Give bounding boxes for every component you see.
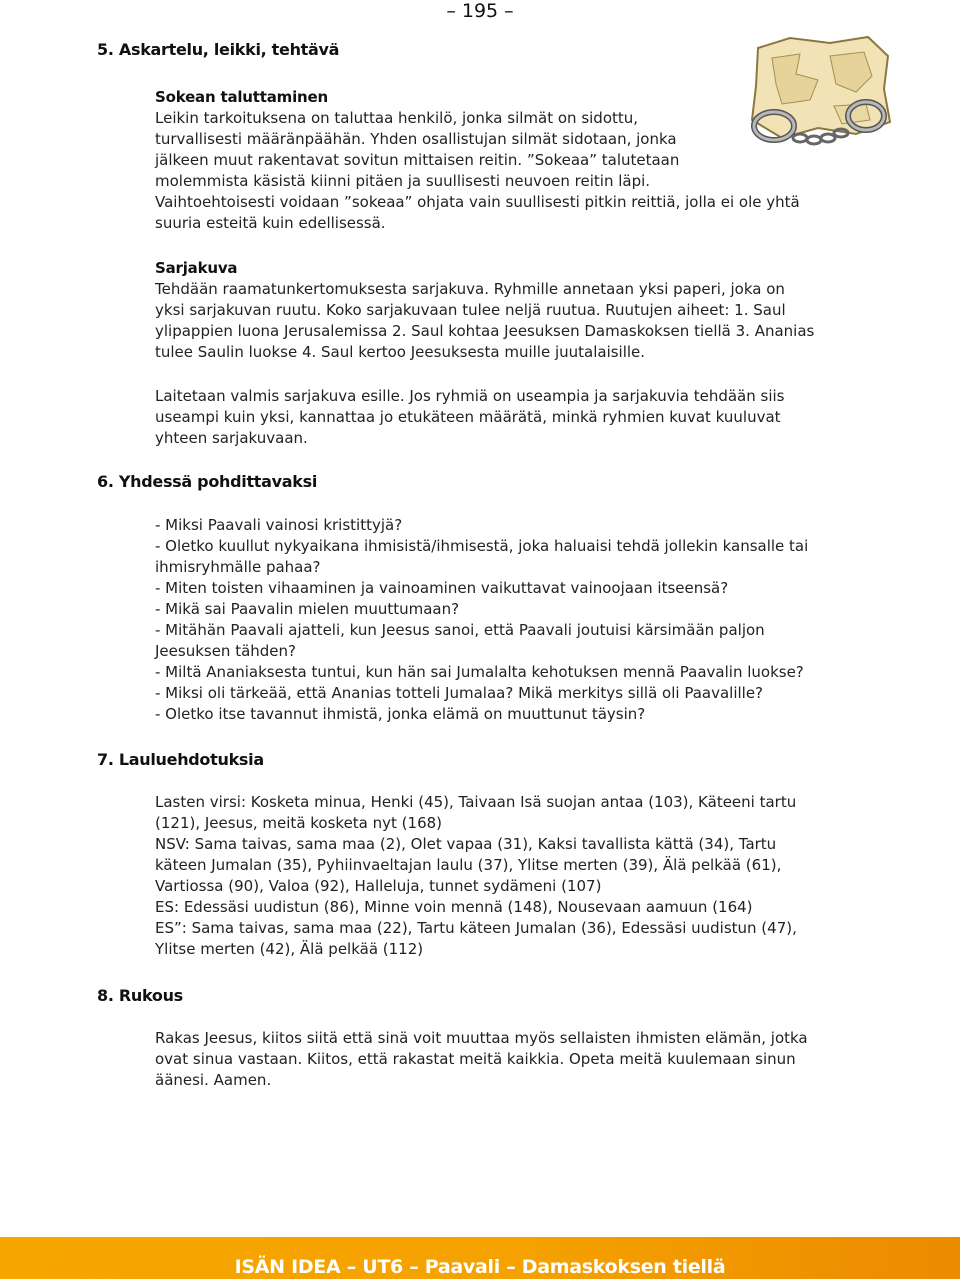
text-line: tulee Saulin luokse 4. Saul kertoo Jeesuksesta muille juutalaisille. — [155, 343, 646, 361]
list-item: - Oletko itse tavannut ihmistä, jonka elämä on muuttunut täysin? — [155, 705, 646, 723]
text-line: jälkeen muut rakentavat sovitun mittaisen reitin. ”Sokeaa” talutetaan — [155, 151, 680, 169]
list-item: - Miksi Paavali vainosi kristittyjä? — [155, 516, 403, 534]
text-line: NSV: Sama taivas, sama maa (2), Olet vapaa (31), Kaksi tavallista kättä (34), Tartu — [155, 835, 777, 853]
page-number: – 195 – — [446, 0, 514, 22]
text-line: ES”: Sama taivas, sama maa (22), Tartu käteen Jumalan (36), Edessäsi uudistun (47), — [155, 919, 797, 937]
sarjakuva-text — [155, 279, 814, 363]
text-line: molemmista käsistä kiinni pitäen ja suullisesti neuvoen reitin läpi. — [155, 172, 651, 190]
sokean-text — [155, 108, 800, 234]
text-line: turvallisesti määränpäähän. Yhden osallistujan silmät sidotaan, jonka — [155, 130, 677, 148]
text-line: useampi kuin yksi, kannattaa jo etukäteen määrätä, minkä ryhmien kuvat kuuluvat — [155, 408, 781, 426]
sokean-title: Sokean taluttaminen — [155, 88, 328, 106]
text-line: äänesi. Aamen. — [155, 1071, 272, 1089]
sarjakuva-title: Sarjakuva — [155, 259, 238, 277]
section-6-heading: 6. Yhdessä pohdittavaksi — [97, 472, 318, 491]
text-line: yksi sarjakuvan ruutu. Koko sarjakuvaan tulee neljä ruutua. Ruutujen aiheet: 1. Saul — [155, 301, 786, 319]
list-item: Jeesuksen tähden? — [155, 642, 297, 660]
text-line: Ylitse merten (42), Älä pelkää (112) — [155, 940, 424, 958]
text-line: Laitetaan valmis sarjakuva esille. Jos ryhmiä on useampia ja sarjakuvia tehdään siis — [155, 387, 785, 405]
section-8-heading: 8. Rukous — [97, 986, 183, 1005]
list-item: - Miltä Ananiaksesta tuntui, kun hän sai Jumalalta kehotuksen mennä Paavalin luokse? — [155, 663, 804, 681]
text-line: Lasten virsi: Kosketa minua, Henki (45), Taivaan Isä suojan antaa (103), Käteeni tartu — [155, 793, 797, 811]
sarjakuva-text-2 — [155, 386, 784, 449]
section-5-heading: 5. Askartelu, leikki, tehtävä — [97, 40, 340, 59]
list-item: - Oletko kuullut nykyaikana ihmisistä/ihmisestä, joka haluaisi tehdä jollekin kansalle tai — [155, 537, 809, 555]
text-line: Leikin tarkoituksena on taluttaa henkilö, jonka silmät on sidottu, — [155, 109, 639, 127]
list-item: - Miksi oli tärkeää, että Ananias totteli Jumalaa? Mikä merkitys sillä oli Paavalille? — [155, 684, 764, 702]
text-line: ylipappien luona Jerusalemissa 2. Saul kohtaa Jeesuksen Damaskoksen tiellä 3. Ananias — [155, 322, 815, 340]
section-7-heading: 7. Lauluehdotuksia — [97, 750, 264, 769]
text-line: ovat sinua vastaan. Kiitos, että rakastat meitä kaikkia. Opeta meitä kuulemaan sinun — [155, 1050, 796, 1068]
text-line: käteen Jumalan (35), Pyhiinvaeltajan laulu (37), Ylitse merten (39), Älä pelkää (61), — [155, 856, 782, 874]
text-line: Rakas Jeesus, kiitos siitä että sinä voit muuttaa myös sellaisten ihmisten elämän, jotka — [155, 1029, 808, 1047]
text-line: ES: Edessäsi uudistun (86), Minne voin mennä (148), Nousevaan aamuun (164) — [155, 898, 753, 916]
text-line: Tehdään raamatunkertomuksesta sarjakuva. Ryhmille annetaan yksi paperi, joka on — [155, 280, 785, 298]
text-line: Vartiossa (90), Valoa (92), Halleluja, tunnet sydämeni (107) — [155, 877, 602, 895]
footer-title: ISÄN IDEA – UT6 – Paavali – Damaskoksen tiellä — [234, 1256, 726, 1278]
songs-text — [155, 792, 797, 960]
questions-list — [155, 515, 808, 725]
list-item: - Mitähän Paavali ajatteli, kun Jeesus sanoi, että Paavali joutuisi kärsimään paljon — [155, 621, 765, 639]
text-line: suuria esteitä kuin edellisessä. — [155, 214, 386, 232]
text-line: Vaihtoehtoisesti voidaan ”sokeaa” ohjata vain suullisesti pitkin reittiä, jolla ei ole yhtä — [155, 193, 800, 211]
footer-bar — [0, 1237, 960, 1279]
text-line: yhteen sarjakuvaan. — [155, 429, 308, 447]
list-item: - Mikä sai Paavalin mielen muuttumaan? — [155, 600, 460, 618]
prayer-text — [155, 1028, 808, 1091]
text-line: (121), Jeesus, meitä kosketa nyt (168) — [155, 814, 443, 832]
list-item: - Miten toisten vihaaminen ja vainoaminen vaikuttavat vainoojaan itseensä? — [155, 579, 729, 597]
list-item: ihmisryhmälle pahaa? — [155, 558, 321, 576]
